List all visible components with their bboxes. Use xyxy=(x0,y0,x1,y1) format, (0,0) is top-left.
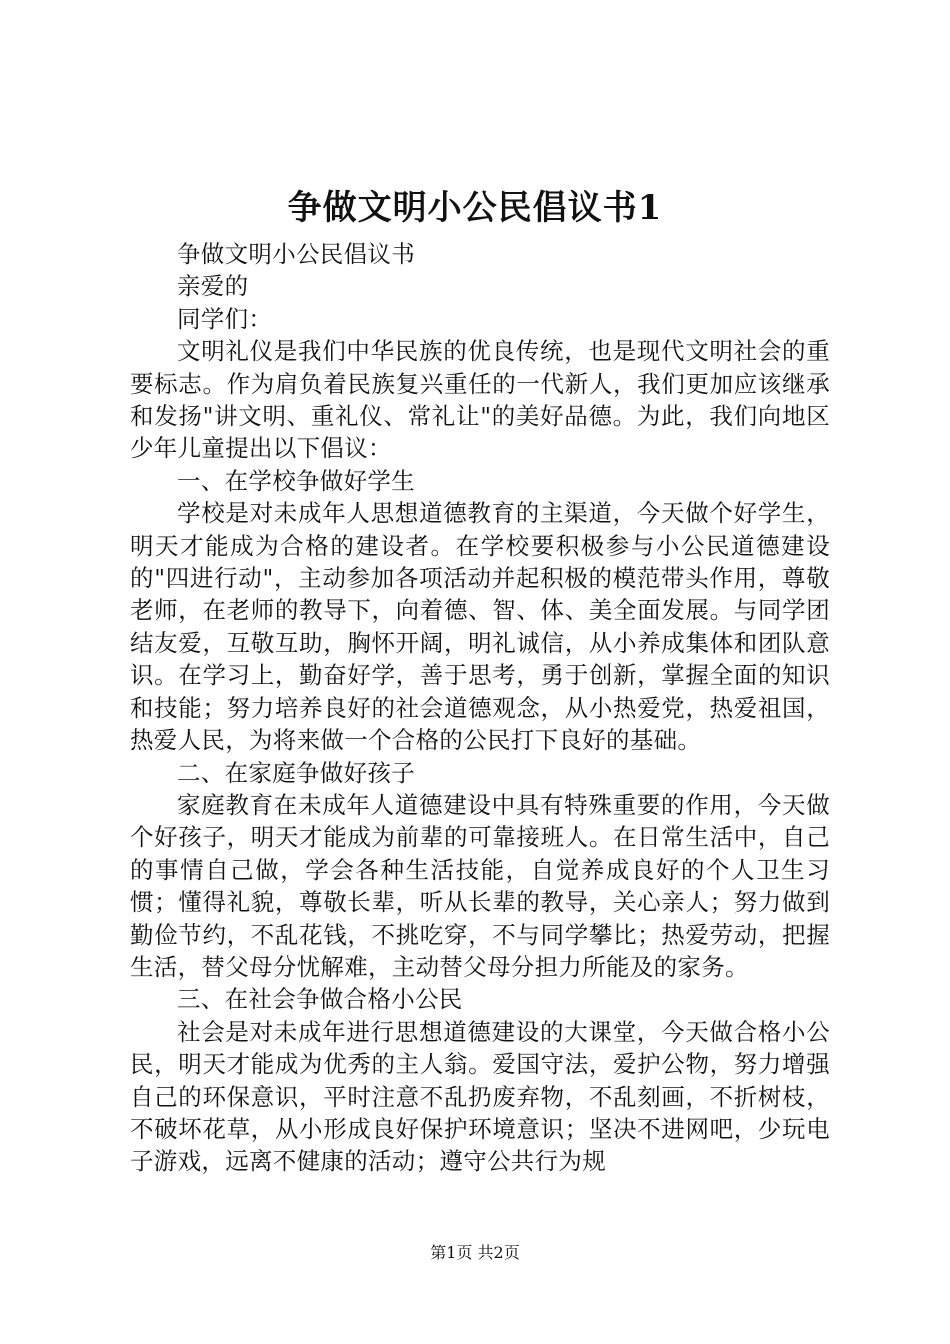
section-heading-school: 一、在学校争做好学生 xyxy=(177,466,415,495)
paragraph-school: 学校是对未成年人思想道德教育的主渠道，今天做个好学生，明天才能成为合格的建设者。在学校要积极参与小公民道德建设的"四进行动"，主动参加各项活动并起积极的模范带头作用，尊敬老师，在老师的教导下，向着德、智、体、美全面发展。与同学团结友爱，互敬互助，胸怀开阔，明礼诚信，从小养成集体和团队意识。在学习上，勤奋好学，善于思考，勇于创新，掌握全面的知识和技能；努力培养良好的社会道德观念，从小热爱党，热爱祖国，热爱人民，为将来做一个合格的公民打下良好的基础。 xyxy=(130,499,830,755)
paragraph-intro: 文明礼仪是我们中华民族的优良传统，也是现代文明社会的重要标志。作为肩负着民族复兴重任的一代新人，我们更加应该继承和发扬"讲文明、重礼仪、常礼让"的美好品德。为此，我们向地区少年儿童提出以下倡议： xyxy=(130,337,830,463)
document-title: 争做文明小公民倡议书1 xyxy=(287,188,663,228)
section-heading-family: 二、在家庭争做好孩子 xyxy=(177,758,415,787)
paragraph-addressee: 同学们： xyxy=(177,304,273,333)
document-body xyxy=(130,238,830,1178)
paragraph-family: 家庭教育在未成年人道德建设中具有特殊重要的作用，今天做个好孩子，明天才能成为前辈的可靠接班人。在日常生活中，自己的事情自己做，学会各种生活技能，自觉养成良好的个人卫生习惯；懂得礼貌，尊敬长辈，听从长辈的教导，关心亲人；努力做到勤俭节约，不乱花钱，不挑吃穿，不与同学攀比；热爱劳动，把握生活，替父母分忧解难，主动替父母分担力所能及的家务。 xyxy=(130,790,830,981)
page-footer: 第1页 共2页 xyxy=(430,1243,520,1262)
paragraph-society: 社会是对未成年进行思想道德建设的大课堂，今天做合格小公民，明天才能成为优秀的主人翁。爱国守法，爱护公物，努力增强自己的环保意识，平时注意不乱扔废弃物，不乱刻画，不折树枝，不破坏花草，从小形成良好保护环境意识；坚决不进网吧，少玩电子游戏，远离不健康的活动；遵守公共行为规 xyxy=(130,1017,830,1176)
paragraph-salutation: 亲爱的 xyxy=(177,272,249,301)
paragraph-heading-repeat: 争做文明小公民倡议书 xyxy=(177,240,415,268)
section-heading-society: 三、在社会争做合格小公民 xyxy=(177,985,463,1014)
